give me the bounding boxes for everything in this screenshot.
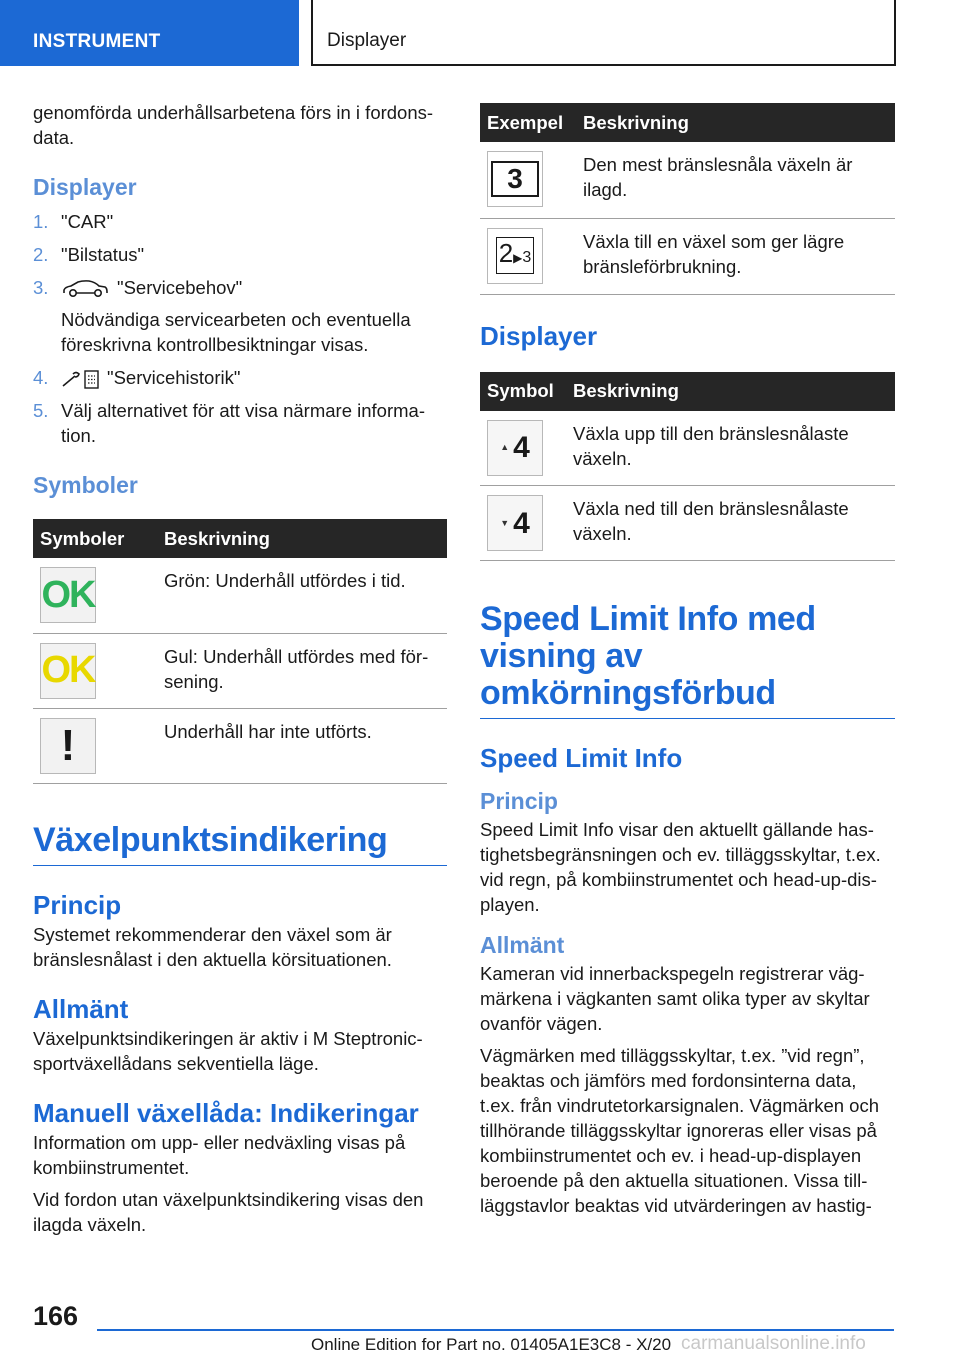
header-title-box [311,0,896,66]
table-cell-desc: Den mest bränslesnåla växeln är ilagd. [576,142,895,218]
allmant-heading-right: Allmänt [480,932,565,958]
gear-shift-two-to-three-icon: 2▶3 [487,228,543,284]
table-row [33,633,447,708]
table-cell-desc: Växla till en växel som ger lägre bränsleförbrukning. [576,218,895,294]
table-cell-desc: Grön: Underhåll utfördes i tid. [157,558,447,633]
header-section-label: INSTRUMENT [33,31,161,52]
vaxel-heading: Växelpunktsindikering [33,822,447,866]
speed-limit-heading: Speed Limit Info med visning av omkörningsförbud [480,601,895,719]
displayer-steps [33,209,447,448]
symbol-table-header-symbol: Symboler [33,519,157,558]
intro-text: genomförda underhållsarbetena förs in i fordonsdata. [33,102,434,148]
shift-down-four-icon: ▼ 4 [487,495,543,551]
footer-divider [97,1329,894,1331]
display-table-header-symbol: Symbol [480,372,566,411]
example-table [480,103,895,295]
table-row [33,558,447,633]
list-item: 5. Välj alternativet för att visa närmare information. [33,400,425,447]
allmant-text-right-2: Vägmärken med tilläggsskyltar, t.ex. ”vid regn”, beaktas och jämförs med fordonsinterna data, t.ex. från vindrutetorkarsignalen. Vägmärken och tillhörande tilläggsskyltar ignoreras eller visas på kombiinstrumentet och ev. i head-up-displayen beroende på den aktuella situationen. Vissa tillläggstavlor beaktas vid utvärderingen av hastig- [480,1045,879,1216]
page-number: 166 [33,1301,79,1331]
chevron-down-icon: ▼ [500,517,510,528]
table-row [480,411,895,486]
shift-up-four-icon: ▲ 4 [487,420,543,476]
gear-three-icon: 3 [487,151,543,207]
princip-heading-right: Princip [480,788,558,814]
table-row [480,142,895,218]
princip-heading: Princip [33,889,122,920]
sli-heading: Speed Limit Info [480,743,683,773]
table-cell-desc: Gul: Underhåll utfördes med försening. [157,633,447,708]
right-column [480,103,895,1218]
ok-yellow-icon: OK [40,643,96,699]
allmant-text-right-1: Kameran vid innerbackspegeln registrerar vägmärkena i vägkanten samt olika typer av skyltar ovanför vägen. [480,963,870,1034]
symboler-heading: Symboler [33,472,138,499]
exclamation-icon: ! [40,718,96,774]
symbol-table [33,519,447,784]
manuell-heading: Manuell växellåda: Indikeringar [33,1097,419,1128]
car-icon [61,279,109,299]
left-column [33,100,447,1237]
symbol-table-header-desc: Beskrivning [157,519,447,558]
service-history-icon [61,368,101,390]
example-table-header-example: Exempel [480,103,576,142]
list-item: 3. "Servicebehov" Nödvändiga servicearbeten och eventuella föreskrivna kontrollbesiktningar visas. [33,277,411,355]
table-cell-desc: Växla upp till den bränslesnålaste växeln. [566,411,895,486]
table-row [480,218,895,294]
example-table-header-desc: Beskrivning [576,103,895,142]
display-table [480,372,895,562]
list-item: 1. "CAR" [33,211,114,232]
table-cell-desc: Underhåll har inte utförts. [157,708,447,783]
list-item: 4. "Servicehistorik" [33,365,447,390]
table-row [480,486,895,561]
chevron-up-icon: ▲ [500,442,510,452]
ok-green-icon: OK [40,567,96,623]
header-title: Displayer [327,30,407,51]
allmant-text: Växelpunktsindikeringen är aktiv i M Steptronic-sportväxellådans sekventiella läge. [33,1027,423,1074]
arrow-right-icon: ▶ [513,251,523,265]
watermark: carmanualsonline.info [681,1333,866,1354]
display-table-header-desc: Beskrivning [566,372,895,411]
manuell-text-1: Information om upp- eller nedväxling visas på kombiinstrumentet. [33,1131,406,1178]
princip-text-right: Speed Limit Info visar den aktuellt gällande hastighetsbegränsningen och ev. tilläggsskyltar, t.ex. vid regn, på kombiinstrumentet och head-up-displayen. [480,819,881,915]
displayer-heading: Displayer [33,174,137,200]
table-row [33,708,447,783]
list-item: 2. "Bilstatus" [33,244,145,265]
princip-text: Systemet rekommenderar den växel som är bränslesnålast i den aktuella körsituationen. [33,923,392,970]
displayer-heading-right: Displayer [480,320,598,351]
manuell-text-2: Vid fordon utan växelpunktsindikering visas den ilagda växeln. [33,1188,424,1235]
allmant-heading: Allmänt [33,993,129,1024]
table-cell-desc: Växla ned till den bränslesnålaste växeln. [566,486,895,561]
footer-edition: Online Edition for Part no. 01405A1E3C8 - X/20 [311,1335,672,1354]
header-section-tab [0,0,299,66]
